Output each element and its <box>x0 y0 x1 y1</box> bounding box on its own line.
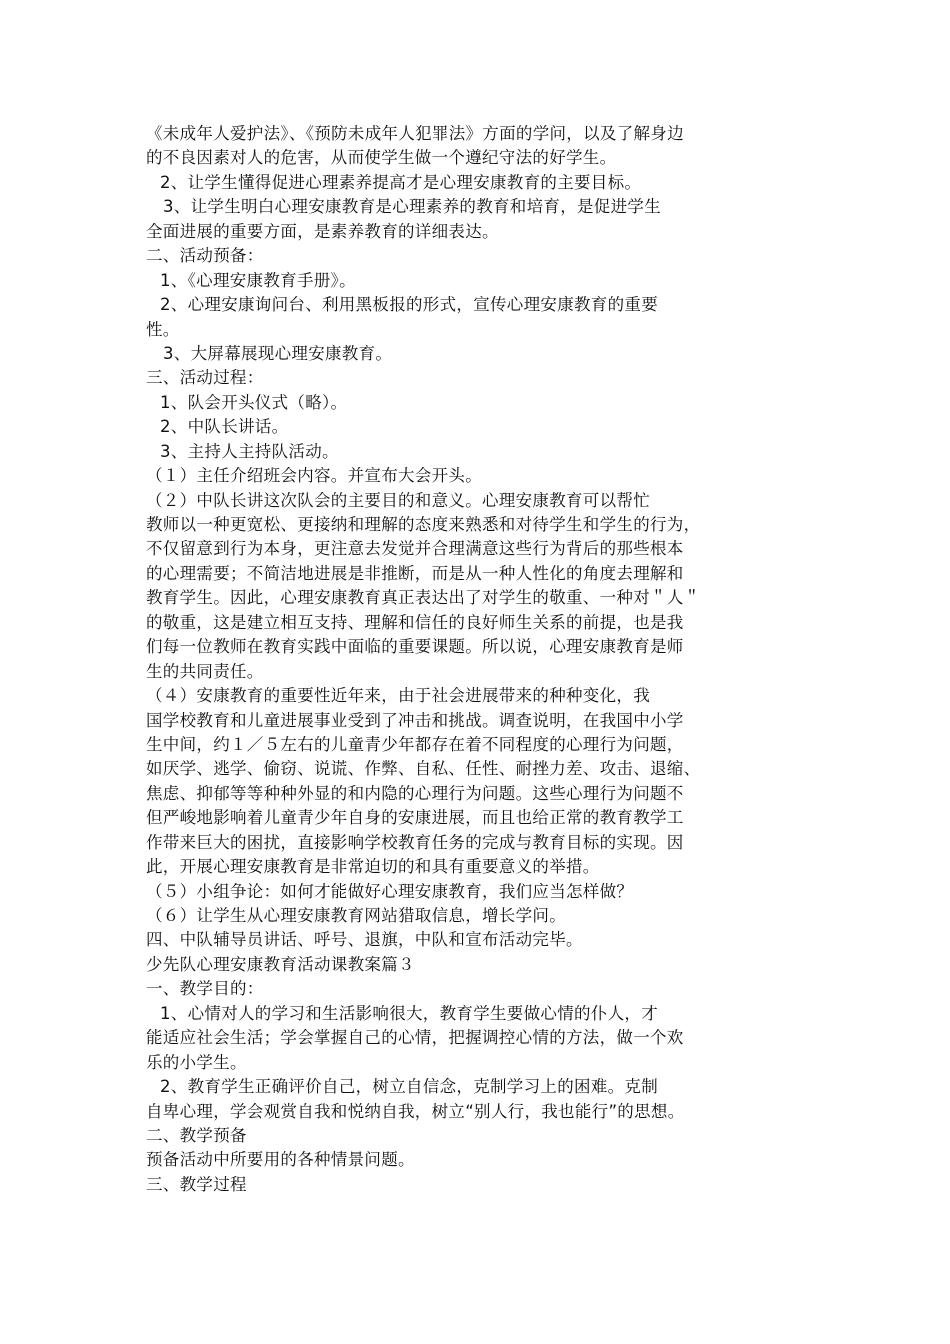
text-line: 的敬重，这是建立相互支持、理解和信任的良好师生关系的前提，也是我 <box>146 612 684 632</box>
text-line: 的不良因素对人的危害，从而使学生做一个遵纪守法的好学生。 <box>146 148 617 168</box>
text-line: 一、教学目的： <box>146 979 264 999</box>
text-line: 但严峻地影响着儿童青少年自身的安康进展，而且也给正常的教育教学工 <box>146 808 684 828</box>
text-line: （６）让学生从心理安康教育网站猎取信息，增长学问。 <box>146 906 566 925</box>
text-line: 不仅留意到行为本身，更注意去发觉并合理满意这些行为背后的那些根本 <box>146 539 684 559</box>
text-line: （２）中队长讲这次队会的主要目的和意义。心理安康教育可以帮忙 <box>146 490 650 510</box>
text-line: 二、教学预备 <box>146 1125 247 1145</box>
text-line: 教育学生。因此，心理安康教育真正表达出了对学生的敬重、一种对＂人＂ <box>146 588 701 608</box>
text-line: 3、大屏幕展现心理安康教育。 <box>163 343 393 363</box>
text-line: 《未成年人爱护法》、《预防未成年人犯罪法》方面的学问，以及了解身边 <box>146 124 684 143</box>
text-line: 三、活动过程： <box>146 368 264 388</box>
text-line: （５）小组争论：如何才能做好心理安康教育，我们应当怎样做？ <box>146 881 634 901</box>
text-line: （１）主任介绍班会内容。并宣布大会开头。 <box>146 466 482 486</box>
text-line: 作带来巨大的困扰，直接影响学校教育任务的完成与教育目标的实现。因 <box>146 832 684 852</box>
text-line: 三、教学过程 <box>146 1174 247 1194</box>
text-line: 自卑心理，学会观赏自我和悦纳自我，树立“别人行，我也能行”的思想。 <box>146 1101 685 1121</box>
text-line: 1、心情对人的学习和生活影响很大，教育学生要做心情的仆人，才 <box>160 1003 658 1023</box>
text-line: 2、教育学生正确评价自己，树立自信念，克制学习上的困难。克制 <box>160 1077 658 1097</box>
text-line: 生的共同责任。 <box>146 661 264 681</box>
text-line: 国学校教育和儿童进展事业受到了冲击和挑战。调查说明，在我国中小学 <box>146 710 684 730</box>
text-line: 2、让学生懂得促进心理素养提高才是心理安康教育的主要目标。 <box>160 172 642 192</box>
text-line: 教师以一种更宽松、更接纳和理解的态度来熟悉和对待学生和学生的行为， <box>146 515 701 534</box>
text-line: 此，开展心理安康教育是非常迫切的和具有重要意义的举措。 <box>146 857 600 877</box>
text-line: 乐的小学生。 <box>146 1052 247 1072</box>
text-line: 们每一位教师在教育实践中面临的重要课题。所以说，心理安康教育是师 <box>146 637 684 657</box>
text-line: 焦虑、抑郁等等种种外显的和内隐的心理行为问题。这些心理行为问题不 <box>146 783 684 803</box>
text-line: 二、活动预备： <box>146 246 264 266</box>
text-line: 1、《心理安康教育手册》。 <box>160 270 356 290</box>
text-line: 少先队心理安康教育活动课教案篇３ <box>146 954 415 974</box>
text-line: 2、中队长讲话。 <box>160 417 289 437</box>
text-line: 1、队会开头仪式（略）。 <box>160 392 348 412</box>
text-line: 能适应社会生活；学会掌握自己的心情，把握调控心情的方法，做一个欢 <box>146 1028 684 1048</box>
text-line: 全面进展的重要方面，是素养教育的详细表达。 <box>146 221 499 241</box>
text-line: 2、心理安康询问台、利用黑板报的形式，宣传心理安康教育的重要 <box>160 295 658 315</box>
text-line: 的心理需要；不简洁地进展是非推断，而是从一种人性化的角度去理解和 <box>146 563 684 583</box>
text-line: 四、中队辅导员讲话、呼号、退旗，中队和宣布活动完毕。 <box>146 930 583 950</box>
text-line: 生中间，约１／５左右的儿童青少年都存在着不同程度的心理行为问题， <box>146 734 684 754</box>
text-line: 如厌学、逃学、偷窃、说谎、作弊、自私、任性、耐挫力差、攻击、退缩、 <box>146 759 701 779</box>
text-line: 性。 <box>146 319 180 339</box>
text-line: 3、让学生明白心理安康教育是心理素养的教育和培育，是促进学生 <box>163 197 661 217</box>
text-line: （４）安康教育的重要性近年来，由于社会进展带来的种种变化，我 <box>146 686 650 706</box>
document-body <box>146 122 786 1197</box>
text-line: 3、主持人主持队活动。 <box>160 441 339 461</box>
text-line: 预备活动中所要用的各种情景问题。 <box>146 1150 415 1170</box>
